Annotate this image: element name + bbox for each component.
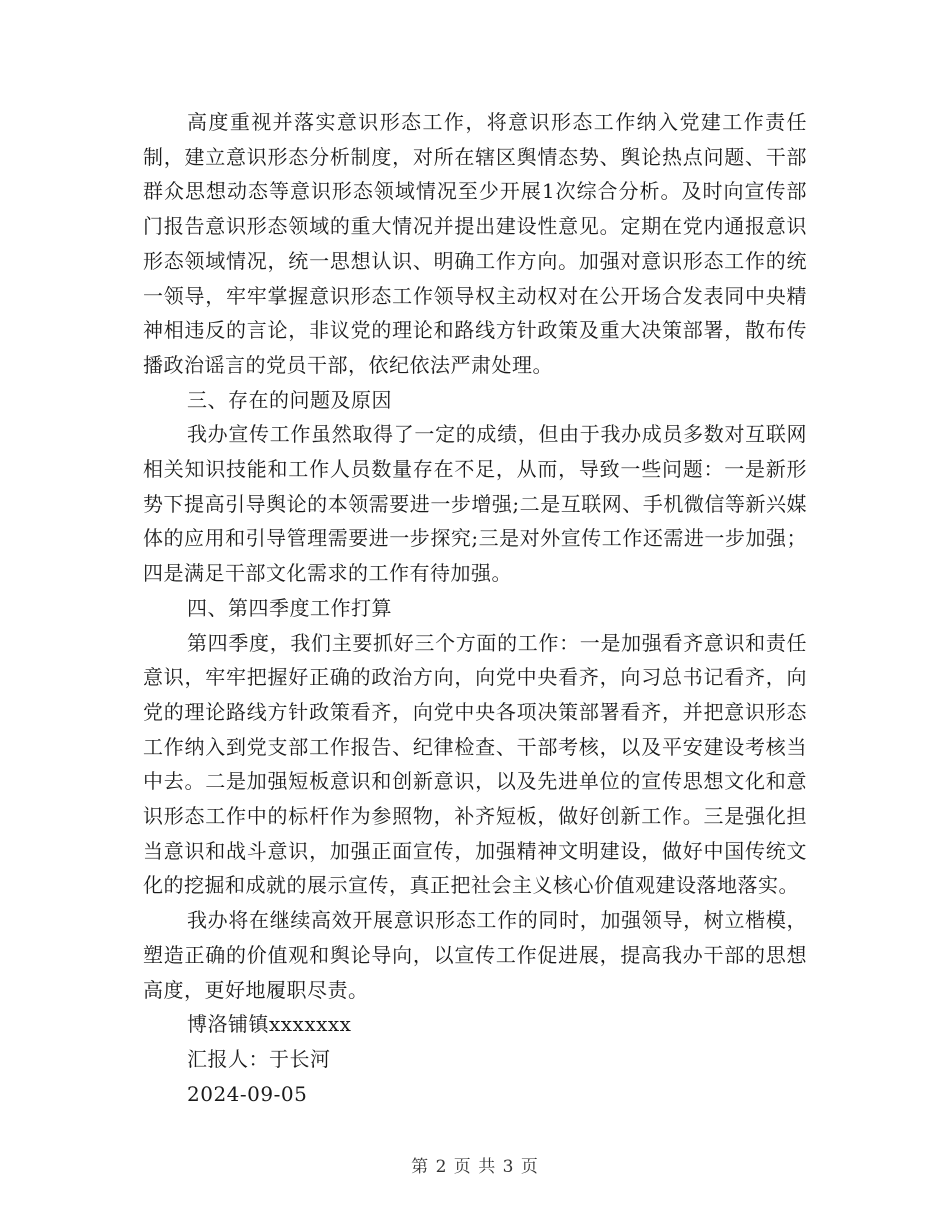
body-paragraph: 我办宣传工作虽然取得了一定的成绩，但由于我办成员多数对互联网相关知识技能和工作人员数量存在不足，从而，导致一些问题：一是新形势下提高引导舆论的本领需要进一步增强;二是互联网、手机微信等新兴媒体的应用和引导管理需要进一步探究;三是对外宣传工作还需进一步加强；四是满足干部文化需求的工作有待加强。 [143,422,807,586]
signature-reporter: 汇报人：于长河 [187,1046,331,1071]
body-paragraph: 我办将在继续高效开展意识形态工作的同时，加强领导，树立楷模，塑造正确的价值观和舆论导向，以宣传工作促进展，提高我办干部的思想高度，更好地履职尽责。 [143,908,807,1002]
page-number-footer: 第 2 页 共 3 页 [411,1157,539,1177]
signature-organization: 博洛铺镇xxxxxxx [187,1012,352,1037]
body-paragraph: 高度重视并落实意识形态工作，将意识形态工作纳入党建工作责任制，建立意识形态分析制度，对所在辖区舆情态势、舆论热点问题、干部群众思想动态等意识形态领域情况至少开展1次综合分析。及时向宣传部门报告意识形态领域的重大情况并提出建设性意见。定期在党内通报意识形态领域情况，统一思想认识、明确工作方向。加强对意识形态工作的统一领导，牢牢掌握意识形态工作领导权主动权对在公开场合发表同中央精神相违反的言论，非议党的理论和路线方针政策及重大决策部署，散布传播政治谣言的党员干部，依纪依法严肃处理。 [143,110,807,377]
section-heading: 三、存在的问题及原因 [187,387,392,412]
section-heading: 四、第四季度工作打算 [187,595,392,620]
body-paragraph: 第四季度，我们主要抓好三个方面的工作：一是加强看齐意识和责任意识，牢牢把握好正确的政治方向，向党中央看齐，向习总书记看齐，向党的理论路线方针政策看齐，向党中央各项决策部署看齐，并把意识形态工作纳入到党支部工作报告、纪律检查、干部考核，以及平安建设考核当中去。二是加强短板意识和创新意识，以及先进单位的宣传思想文化和意识形态工作中的标杆作为参照物，补齐短板，做好创新工作。三是强化担当意识和战斗意识，加强正面宣传，加强精神文明建设，做好中国传统文化的挖掘和成就的展示宣传，真正把社会主义核心价值观建设落地落实。 [143,630,807,898]
document-body [143,105,807,1111]
signature-date: 2024-09-05 [187,1081,308,1106]
